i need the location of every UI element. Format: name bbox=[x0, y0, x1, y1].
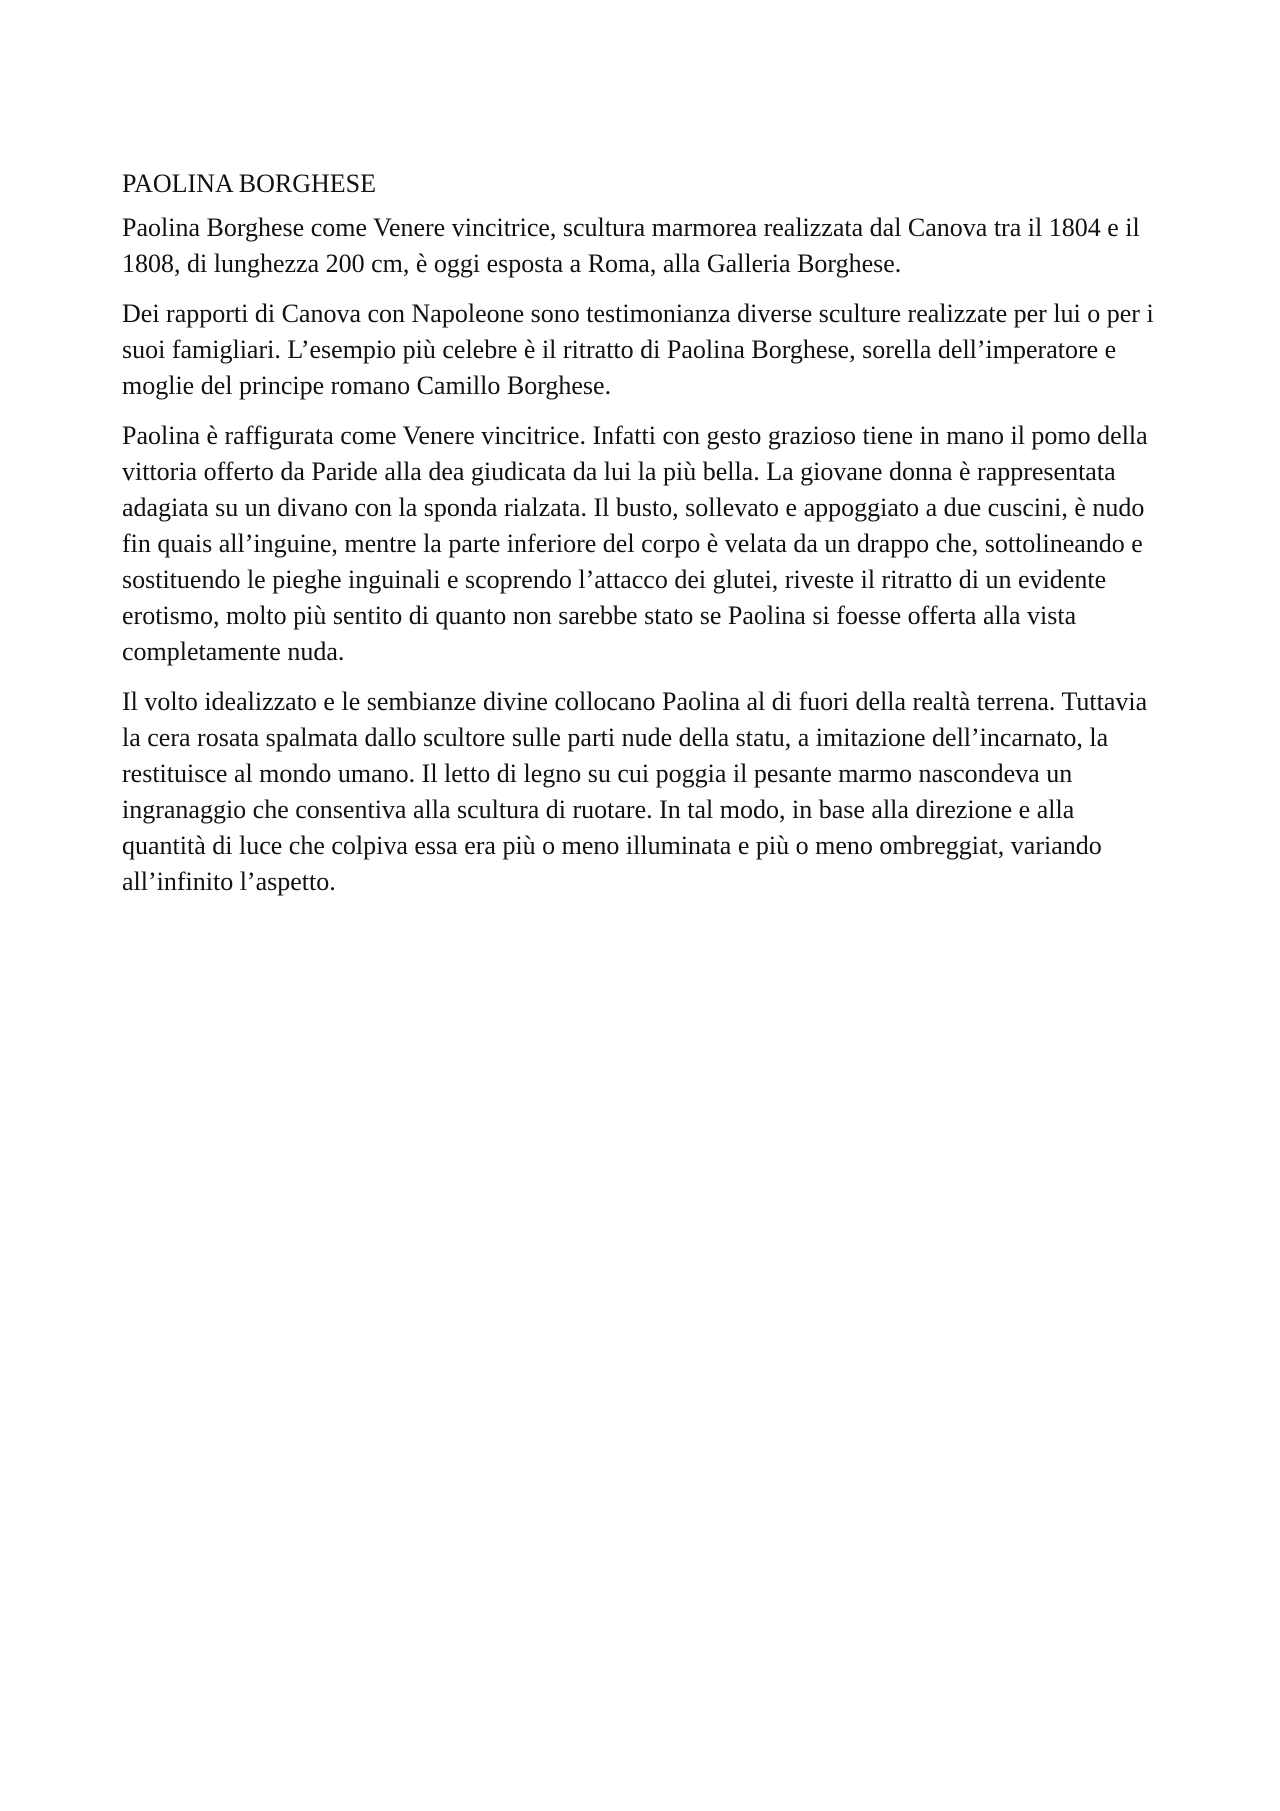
paragraph-3: Paolina è raffigurata come Venere vincitrice. Infatti con gesto grazioso tiene in mano il pomo della vittoria offerto da Paride alla dea giudicata da lui la più bella. La giovane donna è rappresentata adagiata su un divano con la sponda rialzata. Il busto, sollevato e appoggiato a due cuscini, è nudo fin quais all’inguine, mentre la parte inferiore del corpo è velata da un drappo che, sottolineando e sostituendo le pieghe inguinali e scoprendo l’attacco dei glutei, riveste il ritratto di un evidente erotismo, molto più sentito di quanto non sarebbe stato se Paolina si foesse offerta alla vista completamente nuda. bbox=[122, 421, 1148, 666]
document-body bbox=[122, 166, 1162, 914]
paragraph-1: Paolina Borghese come Venere vincitrice, scultura marmorea realizzata dal Canova tra il 1804 e il 1808, di lunghezza 200 cm, è oggi esposta a Roma, alla Galleria Borghese. bbox=[122, 213, 1140, 278]
document-title: PAOLINA BORGHESE bbox=[122, 169, 377, 198]
paragraph-4: Il volto idealizzato e le sembianze divine collocano Paolina al di fuori della realtà terrena. Tuttavia la cera rosata spalmata dallo scultore sulle parti nude della statu, a imitazione dell’incarnato, la restituisce al mondo umano. Il letto di legno su cui poggia il pesante marmo nascondeva un ingranaggio che consentiva alla scultura di ruotare. In tal modo, in base alla direzione e alla quantità di luce che colpiva essa era più o meno illuminata e più o meno ombreggiat, variando all’infinito l’aspetto. bbox=[122, 687, 1148, 896]
paragraph-2: Dei rapporti di Canova con Napoleone sono testimonianza diverse sculture realizzate per lui o per i suoi famigliari. L’esempio più celebre è il ritratto di Paolina Borghese, sorella dell’imperatore e moglie del principe romano Camillo Borghese. bbox=[122, 299, 1154, 400]
